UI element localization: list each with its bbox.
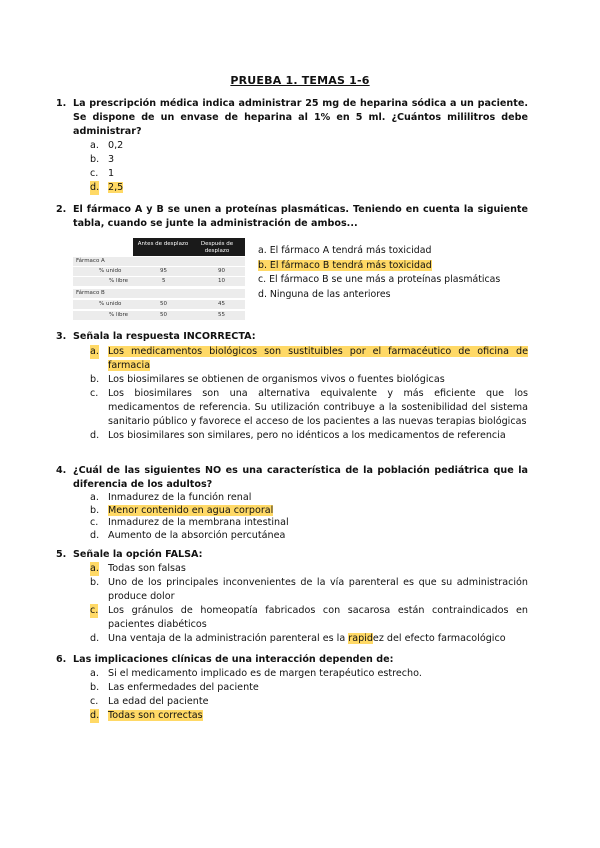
option-b	[90, 576, 528, 604]
question-2	[56, 203, 528, 231]
option-a	[90, 562, 528, 576]
option-d	[90, 709, 528, 723]
option-text: 3	[108, 154, 115, 165]
option-text: 0,2	[108, 140, 124, 151]
binding-table	[73, 238, 245, 322]
question-text: Señale la opción FALSA:	[73, 549, 203, 560]
option-text-highlighted: b. El fármaco B tendrá más toxicidad	[258, 259, 432, 271]
question-number: 5.	[56, 549, 67, 560]
option-letter: b.	[90, 154, 100, 165]
option-letter: a.	[90, 563, 99, 574]
question-text: El fármaco A y B se unen a proteínas plasmáticas. Teniendo en cuenta la siguiente tabla, cuando se junte la administración de ambos...	[73, 204, 528, 229]
table-cell: 10	[218, 278, 225, 284]
option-c	[90, 695, 528, 709]
option-text: Los gránulos de homeopatía fabricados con sacarosa están contraindicados en pacientes diabéticos	[108, 605, 528, 630]
table-row	[73, 277, 245, 286]
option-letter: d.	[90, 710, 100, 721]
option-text: Los biosimilares son una alternativa equivalente y más eficiente que los medicamentos de referencia. Su utilización contribuye a la sostenibilidad del sistema sanitario público y favorece el acceso de los pacientes a las nuevas terapias biológicas	[108, 388, 528, 427]
option-b	[90, 153, 528, 167]
option-text-highlighted: Los medicamentos biológicos son sustituibles por el farmacéutico de oficina de farmacia	[108, 346, 528, 371]
table-cell: 5	[162, 278, 166, 284]
option-a	[90, 492, 528, 505]
table-row	[73, 267, 245, 276]
option-text: 1	[108, 168, 115, 179]
option-d	[90, 181, 528, 195]
option-letter: c.	[90, 388, 99, 399]
option-text: Los biosimilares se obtienen de organismos vivos o fuentes biológicas	[108, 374, 445, 385]
question-2-options	[258, 244, 500, 302]
option-c	[90, 517, 528, 530]
option-text: Las enfermedades del paciente	[108, 682, 259, 693]
question-6	[56, 653, 528, 667]
table-row	[73, 300, 245, 309]
option-c: c. El fármaco B se une más a proteínas plasmáticas	[258, 274, 501, 285]
option-d: d. Ninguna de las anteriores	[258, 288, 391, 300]
table-row-label: % libre	[109, 312, 129, 318]
question-number: 6.	[56, 654, 67, 665]
option-letter: d.	[90, 430, 100, 441]
option-d	[90, 632, 528, 646]
option-letter: a.	[90, 140, 99, 151]
option-text: ez del efecto farmacológico	[372, 633, 506, 644]
question-3-options	[90, 345, 528, 443]
question-1	[56, 97, 528, 139]
question-1-options	[90, 139, 528, 195]
option-b	[258, 259, 500, 274]
option-letter: a.	[90, 346, 99, 357]
table-cell: 55	[218, 312, 225, 318]
option-letter: d.	[90, 633, 100, 644]
option-b	[90, 505, 528, 518]
table-cell: 50	[160, 301, 167, 307]
option-text: Inmadurez de la membrana intestinal	[108, 517, 289, 528]
table-col-before: Antes de desplazo	[137, 241, 189, 247]
option-a	[90, 139, 528, 153]
option-letter: c.	[90, 517, 99, 528]
question-number: 4.	[56, 465, 67, 476]
option-a	[90, 345, 528, 373]
option-letter: c.	[90, 605, 99, 616]
option-text: Inmadurez de la función renal	[108, 492, 252, 503]
option-c	[90, 167, 528, 181]
table-col-after: Después de desplazo	[200, 241, 234, 254]
option-b	[90, 681, 528, 695]
table-cell: 45	[218, 301, 225, 307]
option-letter: b.	[90, 577, 100, 588]
option-a: a. El fármaco A tendrá más toxicidad	[258, 245, 432, 256]
question-4	[56, 464, 528, 492]
option-letter: d.	[90, 182, 100, 193]
table-row-label: Fármaco A	[76, 258, 105, 264]
option-a	[90, 667, 528, 681]
option-text: Uno de los principales inconvenientes de la vía parenteral es que su administración produce dolor	[108, 577, 528, 602]
option-d	[90, 530, 528, 543]
option-text: La edad del paciente	[108, 696, 209, 707]
option-letter: a.	[90, 668, 99, 679]
option-letter: a.	[90, 492, 99, 503]
question-text: Las implicaciones clínicas de una interacción dependen de:	[73, 654, 394, 665]
option-letter: c.	[90, 696, 99, 707]
option-text-highlighted: rapid	[348, 633, 373, 644]
table-cell: 95	[160, 268, 167, 274]
option-text: Aumento de la absorción percutánea	[108, 529, 286, 541]
option-b	[90, 373, 528, 387]
question-3	[56, 330, 528, 344]
question-number: 2.	[56, 204, 67, 215]
question-number: 3.	[56, 331, 67, 342]
option-letter: b.	[90, 504, 100, 516]
question-text: Señala la respuesta INCORRECTA:	[73, 331, 256, 342]
table-cell: 50	[160, 312, 167, 318]
option-letter: d.	[90, 529, 100, 541]
table-header	[133, 238, 245, 256]
question-number: 1.	[56, 98, 67, 109]
option-text: Una ventaja de la administración parenteral es la	[108, 633, 349, 644]
option-text-highlighted: 2,5	[108, 182, 124, 193]
question-text: ¿Cuál de las siguientes NO es una característica de la población pediátrica que la diferencia de los adultos?	[73, 465, 528, 490]
option-letter: b.	[90, 374, 100, 385]
table-row	[73, 257, 245, 266]
option-d	[90, 429, 528, 443]
question-5-options	[90, 562, 528, 646]
question-5	[56, 548, 528, 562]
table-row	[73, 311, 245, 320]
table-row-label: % unido	[99, 301, 122, 307]
option-letter: b.	[90, 682, 100, 693]
option-text: Los biosimilares son similares, pero no idénticos a los medicamentos de referencia	[108, 430, 506, 441]
option-text-highlighted: Todas son correctas	[108, 710, 203, 721]
option-c	[90, 604, 528, 632]
table-row-label: % libre	[109, 278, 129, 284]
table-cell: 90	[218, 268, 225, 274]
option-text: Si el medicamento implicado es de margen terapéutico estrecho.	[108, 668, 422, 679]
table-row	[73, 289, 245, 298]
table-row-label: Fármaco B	[76, 290, 105, 296]
option-text-highlighted: Menor contenido en agua corporal	[108, 504, 274, 516]
question-6-options	[90, 667, 528, 723]
page-title: PRUEBA 1. TEMAS 1-6	[230, 74, 370, 87]
option-letter: c.	[90, 168, 99, 179]
option-c	[90, 387, 528, 429]
table-row-label: % unido	[99, 268, 122, 274]
question-text: La prescripción médica indica administrar 25 mg de heparina sódica a un paciente. Se dispone de un envase de heparina al 1% en 5 ml. ¿Cuántos mililitros debe administrar?	[73, 98, 528, 137]
option-text: Todas son falsas	[108, 563, 186, 574]
question-4-options	[90, 492, 528, 542]
